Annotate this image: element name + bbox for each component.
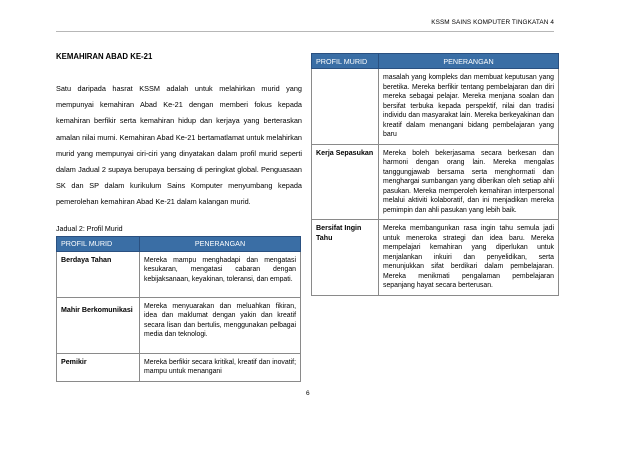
table-row [312,220,559,296]
section-title: KEMAHIRAN ABAD KE-21 [56,52,153,61]
row-description: Mereka boleh bekerjasama secara berkesan dan harmoni dengan orang lain. Mereka mengalas tanggungjawab bersama serta menghormati dan menghargai sumbangan yang diberikan oleh setiap ahli pasukan. Mereka memperoleh kemahiran interpersonal melalui aktiviti kolaboratif, dan ini menjadikan mereka pemimpin dan ahli pasukan yang lebih baik. [379,144,559,220]
row-description: Mereka berfikir secara kritikal, kreatif dan inovatif; mampu untuk menangani [140,353,301,381]
header-profil-murid: PROFIL MURID [312,54,379,69]
header-penerangan: PENERANGAN [379,54,559,69]
header-title: KSSM SAINS KOMPUTER TINGKATAN 4 [431,19,554,26]
profile-table-right [311,53,559,296]
right-column [311,53,559,296]
row-description: Mereka mampu menghadapi dan mengatasi kesukaran, mengatasi cabaran dengan kebijaksanaan, keyakinan, toleransi, dan empati. [140,251,301,297]
row-term: Berdaya Tahan [57,251,140,297]
body-paragraph: Satu daripada hasrat KSSM adalah untuk melahirkan murid yang mempunyai kemahiran Abad Ke-21 dengan memberi fokus kepada kemahiran berfikir serta kemahiran hidup dan kerjaya yang berteraskan amalan nilai murni. Kemahiran Abad Ke-21 bertamatlamat untuk melahirkan murid yang mempunyai ciri-ciri yang dinyatakan dalam profil murid seperti dalam Jadual 2 supaya berupaya bersaing di peringkat global. Penguasaan SK dan SP dalam kurikulum Sains Komputer menyumbang kepada pemerolehan kemahiran Abad Ke-21 dalam kalangan murid. [56,84,302,207]
row-term: Bersifat Ingin Tahu [312,220,379,296]
row-term: Kerja Sepasukan [312,144,379,220]
left-column [56,52,302,382]
profile-table-left [56,236,301,382]
table-header-row [57,236,301,251]
row-description: Mereka menyuarakan dan meluahkan fikiran, idea dan maklumat dengan yakin dan kreatif secara lisan dan bertulis, menggunakan pelbagai media dan teknologi. [140,297,301,353]
header-divider [56,31,554,32]
table-row [312,69,559,145]
row-term [312,69,379,145]
header-profil-murid: PROFIL MURID [57,236,140,251]
table-caption: Jadual 2: Profil Murid [56,224,123,233]
row-description: masalah yang kompleks dan membuat keputusan yang beretika. Mereka berfikir tentang pembelajaran dan diri mereka sebagai pelajar. Mereka menjana soalan dan bersifat terbuka kepada perspektif, nilai dan tradisi individu dan masyarakat lain. Mereka berkeyakinan dan kreatif dalam menangani bidang pembelajaran yang baru [379,69,559,145]
table-row [312,144,559,220]
table-row [57,251,301,297]
table-header-row [312,54,559,69]
page-number: 6 [306,390,310,397]
header-penerangan: PENERANGAN [140,236,301,251]
row-term: Mahir Berkomunikasi [57,297,140,353]
row-term: Pemikir [57,353,140,381]
row-description: Mereka membangunkan rasa ingin tahu semula jadi untuk meneroka strategi dan idea baru. Mereka mempelajari kemahiran yang diperlukan untuk menjalankan inkuiri dan penyelidikan, serta menunjukkan sifat berdikari dalam pembelajaran. Mereka menikmati pengalaman pembelajaran sepanjang hayat secara berterusan. [379,220,559,296]
table-row [57,353,301,381]
table-row [57,297,301,353]
